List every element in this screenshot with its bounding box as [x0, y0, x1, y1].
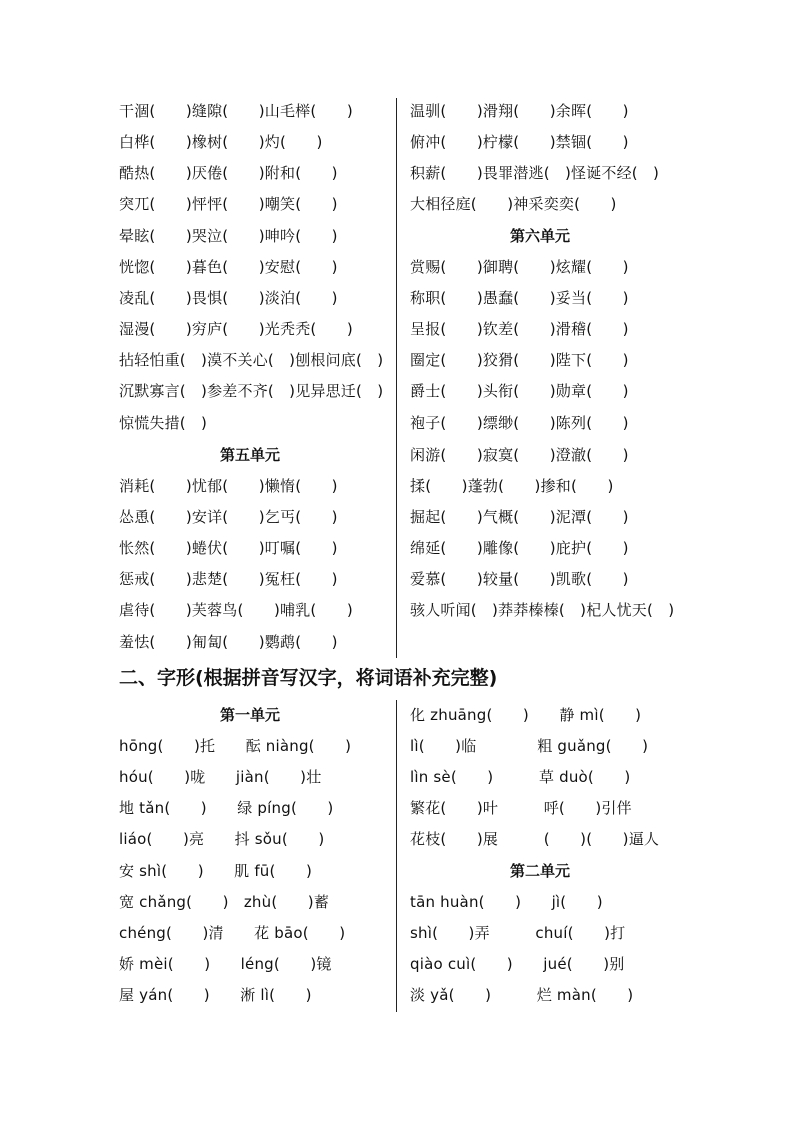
exercise-line: 突兀( )怦怦( )嘲笑( ) [119, 195, 338, 213]
exercise-line: 绵延( )雕像( )庇护( ) [410, 539, 629, 557]
exercise-line: 消耗( )忧郁( )懒惰( ) [119, 477, 338, 495]
exercise-line: 惊慌失措( ) [119, 414, 208, 432]
exercise-line: 爵士( )头衔( )勋章( ) [410, 382, 629, 400]
exercise-line: 称职( )愚蠢( )妥当( ) [410, 289, 629, 307]
exercise-line: 拈轻怕重( )漠不关心( )刨根问底( ) [119, 351, 384, 369]
exercise-line: 爱慕( )较量( )凯歌( ) [410, 570, 629, 588]
pinyin-line: 宽 chǎng( ) zhù( )蓄 [119, 893, 330, 911]
exercise-line: 呈报( )钦差( )滑稽( ) [410, 320, 629, 338]
exercise-line: 羞怯( )匍匐( )鹦鹉( ) [119, 633, 338, 651]
exercise-line: 白桦( )橡树( )灼( ) [119, 133, 323, 151]
exercise-line: 袍子( )缥缈( )陈列( ) [410, 414, 629, 432]
pinyin-line: 花枝( )展 ( )( )逼人 [410, 830, 660, 848]
unit1-heading: 第一单元 [220, 706, 281, 724]
exercise-line: 闲游( )寂寞( )澄澈( ) [410, 446, 629, 464]
pinyin-line: liáo( )亮 抖 sǒu( ) [119, 830, 325, 848]
pinyin-line: 化 zhuāng( ) 静 mì( ) [410, 706, 642, 724]
exercise-line: 赏赐( )御聘( )炫耀( ) [410, 258, 629, 276]
pinyin-line: 屋 yán( ) 淅 lì( ) [119, 986, 312, 1004]
pinyin-line: lìn sè( ) 草 duò( ) [410, 768, 631, 786]
column-divider-bottom [396, 700, 397, 1012]
unit5-heading: 第五单元 [220, 446, 281, 464]
column-divider-top [396, 98, 397, 658]
section2-title: 二、字形(根据拼音写汉字，将词语补充完整) [119, 667, 498, 689]
pinyin-line: qiào cuì( ) jué( )别 [410, 955, 625, 973]
exercise-line: 凌乱( )畏惧( )淡泊( ) [119, 289, 338, 307]
pinyin-line: 淡 yǎ( ) 烂 màn( ) [410, 986, 634, 1004]
exercise-line: 恍惚( )暮色( )安慰( ) [119, 258, 338, 276]
pinyin-line: shì( )弄 chuí( )打 [410, 924, 626, 942]
exercise-line: 沉默寡言( )参差不齐( )见异思迁( ) [119, 382, 384, 400]
unit6-heading: 第六单元 [510, 227, 571, 245]
exercise-line: 积薪( )畏罪潜逃( )怪诞不经( ) [410, 164, 660, 182]
unit2-heading: 第二单元 [510, 862, 571, 880]
exercise-line: 揉( )蓬勃( )掺和( ) [410, 477, 614, 495]
exercise-line: 掘起( )气概( )泥潭( ) [410, 508, 629, 526]
exercise-line: 俯冲( )柠檬( )禁锢( ) [410, 133, 629, 151]
exercise-line: 大相径庭( )神采奕奕( ) [410, 195, 617, 213]
pinyin-line: 繁花( )叶 呼( )引伴 [410, 799, 632, 817]
exercise-line: 晕眩( )哭泣( )呻吟( ) [119, 227, 338, 245]
pinyin-line: 地 tǎn( ) 绿 píng( ) [119, 799, 334, 817]
exercise-line: 惩戒( )悲楚( )冤枉( ) [119, 570, 338, 588]
exercise-line: 湿漫( )穷庐( )光秃秃( ) [119, 320, 353, 338]
exercise-line: 虐待( )芙蓉鸟( )哺乳( ) [119, 601, 353, 619]
exercise-line: 干涸( )缝隙( )山毛榉( ) [119, 102, 353, 120]
exercise-line: 骇人听闻( )莽莽榛榛( )杞人忧天( ) [410, 601, 675, 619]
pinyin-line: hóu( )咙 jiàn( )壮 [119, 768, 322, 786]
exercise-line: 怂恿( )安详( )乞丐( ) [119, 508, 338, 526]
pinyin-line: hōng( )托 酝 niàng( ) [119, 737, 352, 755]
pinyin-line: chéng( )清 花 bāo( ) [119, 924, 346, 942]
exercise-line: 怅然( )蜷伏( )叮嘱( ) [119, 539, 338, 557]
pinyin-line: 安 shì( ) 肌 fū( ) [119, 862, 313, 880]
pinyin-line: tān huàn( ) jì( ) [410, 893, 603, 911]
exercise-line: 圈定( )狡猾( )陛下( ) [410, 351, 629, 369]
exercise-line: 酷热( )厌倦( )附和( ) [119, 164, 338, 182]
pinyin-line: 娇 mèi( ) léng( )镜 [119, 955, 332, 973]
exercise-line: 温驯( )滑翔( )余晖( ) [410, 102, 629, 120]
pinyin-line: lì( )临 粗 guǎng( ) [410, 737, 649, 755]
